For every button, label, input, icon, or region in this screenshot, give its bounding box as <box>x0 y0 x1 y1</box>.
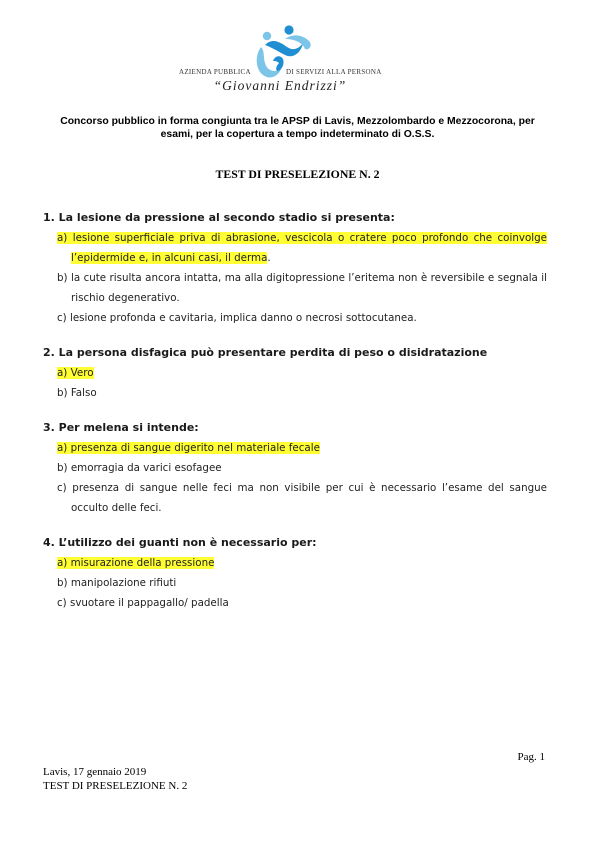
answer-option-b <box>43 268 547 308</box>
option-text: Vero <box>70 367 94 379</box>
answer-option-c <box>43 478 547 518</box>
option-text: presenza di sangue digerito nel materiale fecale <box>70 442 320 454</box>
page-number: Pag. 1 <box>517 751 545 763</box>
answer-option-a <box>43 363 547 383</box>
answer-option-b <box>43 458 547 478</box>
logo-name: “Giovanni Endrizzi” <box>213 78 347 93</box>
footer-date: Lavis, 17 gennaio 2019 <box>43 766 147 778</box>
option-prefix: c) <box>57 312 70 324</box>
answer-option-a <box>43 438 547 458</box>
highlighted-answer <box>57 367 94 379</box>
answer-option-a <box>43 228 547 268</box>
option-text: lesione profonda e cavitaria, implica danno o necrosi sottocutanea. <box>69 312 417 324</box>
question-2 <box>43 343 547 403</box>
header-line-1: Concorso pubblico in forma congiunta tra le APSP di Lavis, Mezzolombardo e Mezzocorona, per <box>60 116 535 127</box>
question-3 <box>43 418 547 518</box>
option-text: presenza di sangue nelle feci ma non visibile per cui è necessario l’esame del sangue occulto delle feci. <box>71 482 547 514</box>
highlighted-answer <box>57 557 214 569</box>
option-prefix: c) <box>57 482 73 494</box>
option-prefix: b) <box>57 387 71 399</box>
footer-test-label: TEST DI PRESELEZIONE N. 2 <box>43 780 188 792</box>
header-line-2: esami, per la copertura a tempo indeterminato di O.S.S. <box>160 129 435 140</box>
option-prefix: b) <box>57 577 71 589</box>
question-list <box>43 208 547 628</box>
answer-option-b <box>43 383 547 403</box>
option-text: manipolazione rifiuti <box>70 577 177 589</box>
option-text: Falso <box>70 387 97 399</box>
option-prefix: b) <box>57 462 71 474</box>
question-text: 1. La lesione da pressione al secondo stadio si presenta: <box>43 211 395 224</box>
option-prefix: a) <box>57 442 71 454</box>
question-4 <box>43 533 547 613</box>
answer-option-c <box>43 308 547 328</box>
highlighted-answer <box>57 442 320 454</box>
option-prefix: a) <box>57 557 71 569</box>
question-text: 3. Per melena si intende: <box>43 421 199 434</box>
answer-option-c <box>43 593 547 613</box>
option-prefix: c) <box>57 597 70 609</box>
question-text: 2. La persona disfagica può presentare perdita di peso o disidratazione <box>43 346 488 359</box>
highlighted-answer <box>57 232 547 264</box>
logo-text-right: DI SERVIZI ALLA PERSONA <box>286 68 382 76</box>
option-text: lesione superficiale priva di abrasione, vescicola o cratere poco profondo che coinvolge l’epidermide e, in alcuni casi, il derma <box>71 232 547 264</box>
option-prefix: a) <box>57 367 71 379</box>
option-suffix: . <box>267 252 271 264</box>
option-text: la cute risulta ancora intatta, ma alla digitopressione l’eritema non è reversibile e segnala il rischio degenerativo. <box>70 272 548 304</box>
organization-logo <box>170 25 420 105</box>
question-1 <box>43 208 547 328</box>
test-title: TEST DI PRESELEZIONE N. 2 <box>215 167 380 181</box>
option-text: svuotare il pappagallo/ padella <box>69 597 229 609</box>
answer-option-a <box>43 553 547 573</box>
option-text: misurazione della pressione <box>70 557 215 569</box>
answer-option-b <box>43 573 547 593</box>
competition-header <box>40 115 555 141</box>
option-text: emorragia da varici esofagee <box>70 462 222 474</box>
question-text: 4. L’utilizzo dei guanti non è necessario per: <box>43 536 317 549</box>
footer <box>43 765 187 793</box>
logo-text-left: AZIENDA PUBBLICA <box>179 68 251 76</box>
option-prefix: a) <box>57 232 73 244</box>
option-prefix: b) <box>57 272 71 284</box>
